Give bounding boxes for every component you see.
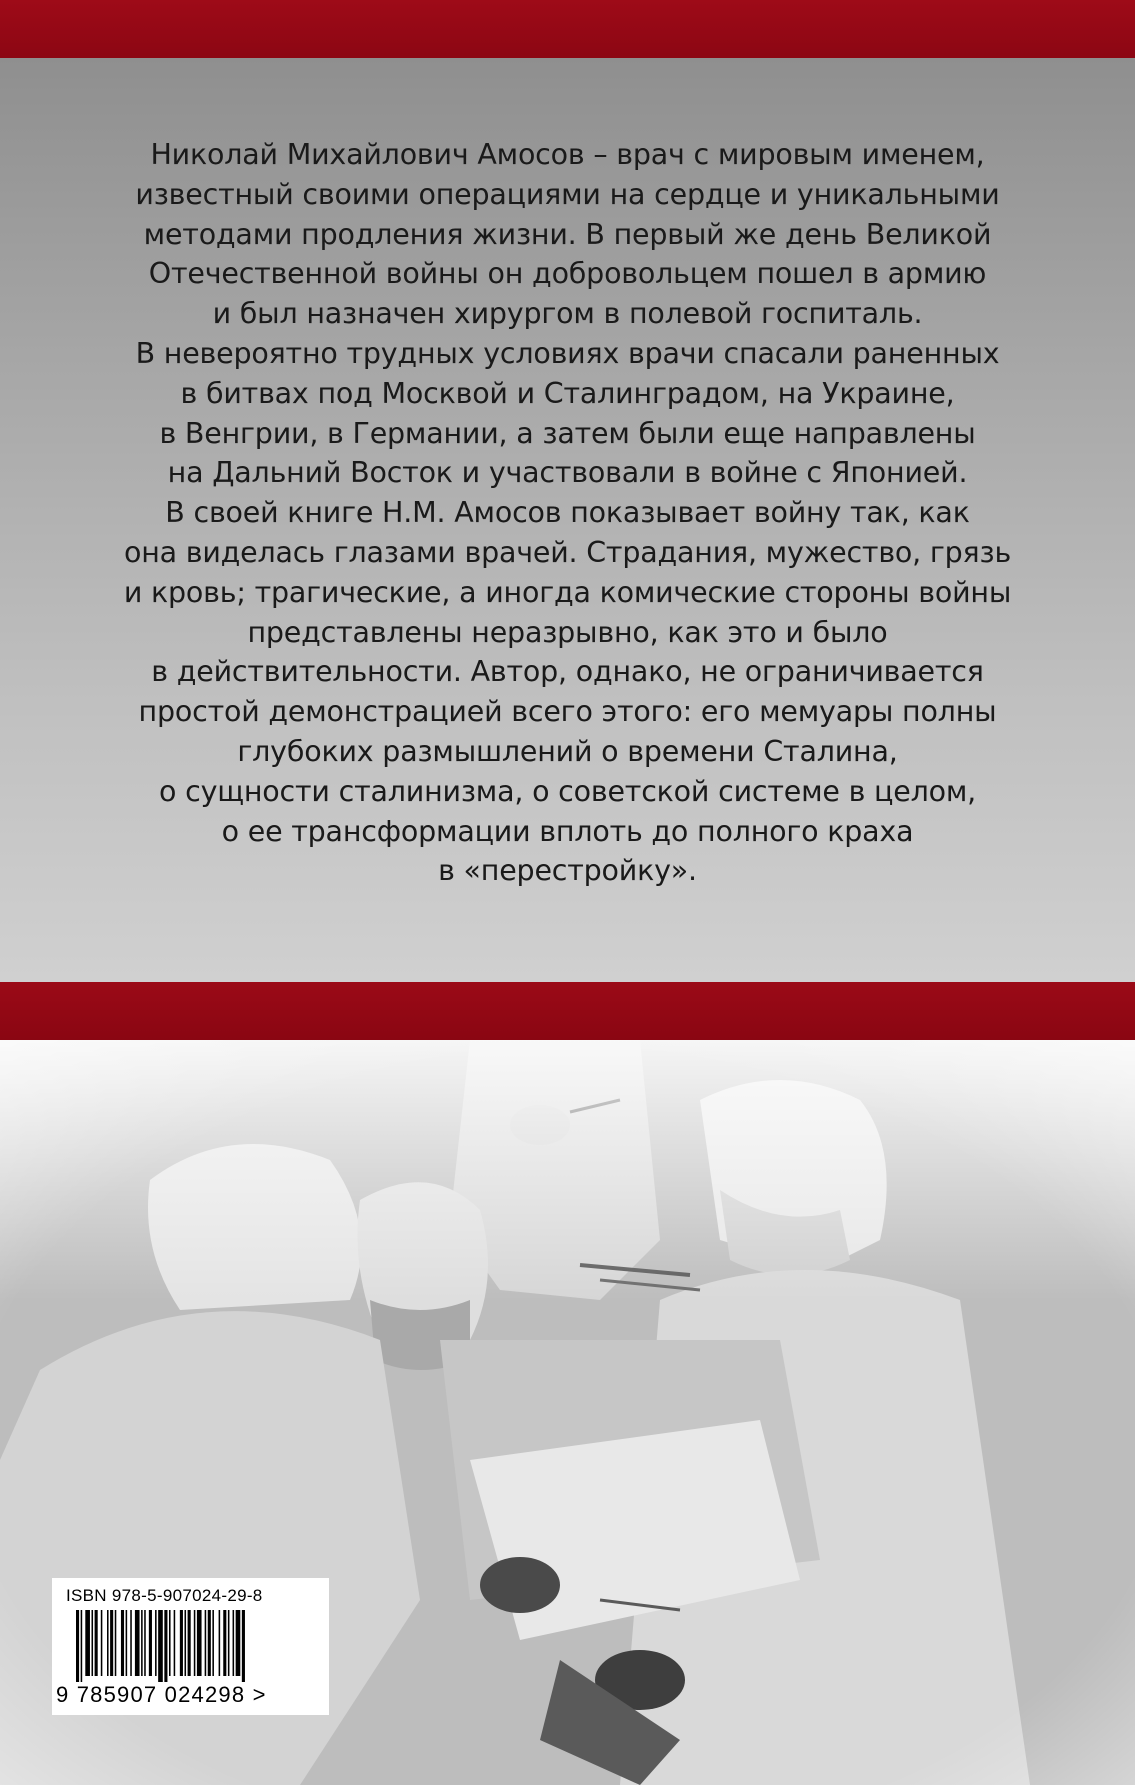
barcode-bar (126, 1610, 128, 1676)
isbn-label: ISBN 978-5-907024-29-8 (66, 1586, 263, 1605)
annotation-line: она виделась глазами врачей. Страдания, мужество, грязь (123, 535, 1012, 569)
top-red-band (0, 0, 1135, 58)
barcode-bar (95, 1610, 98, 1676)
annotation-line: в Венгрии, в Германии, а затем были еще направлены (159, 416, 976, 450)
barcode-bar (155, 1610, 157, 1676)
barcode-bar (174, 1610, 176, 1676)
barcode-bar (205, 1610, 207, 1676)
annotation-line: Николай Михайлович Амосов – врач с мировым именем, (150, 138, 985, 171)
annotation-line: в «перестройку». (438, 854, 697, 888)
barcode-bar (212, 1610, 214, 1676)
annotation-line: на Дальний Восток и участвовали в войне с Японией. (167, 456, 968, 490)
annotation-line: и был назначен хирургом в полевой госпиталь. (212, 297, 923, 331)
barcode-bar (180, 1610, 183, 1676)
annotation-line: и кровь; трагические, а иногда комические стороны войны (123, 575, 1012, 609)
annotation-line: глубоких размышлений о времени Сталина, (237, 734, 898, 768)
barcode-bars (76, 1610, 306, 1682)
barcode-bar (188, 1610, 191, 1676)
annotation-line: методами продления жизни. В первый же день Великой (143, 217, 992, 251)
annotation-line: представлены неразрывно, как это и было (247, 615, 888, 649)
annotation-line: в битвах под Москвой и Сталинградом, на Украине, (180, 376, 955, 410)
barcode-bar (223, 1610, 226, 1676)
barcode-bar (144, 1610, 146, 1676)
barcode-digits: 9 785907 024298 > (56, 1682, 267, 1707)
barcode-bar (115, 1610, 117, 1676)
barcode-bar (236, 1610, 241, 1676)
barcode-bar (197, 1610, 202, 1676)
barcode-bar (233, 1610, 235, 1676)
barcode-bar (110, 1610, 113, 1676)
annotation-line: о сущности сталинизма, о советской системе в целом, (159, 774, 976, 808)
barcode-bar (130, 1610, 132, 1676)
barcode-bar (135, 1610, 140, 1676)
barcode-bar (81, 1610, 83, 1682)
barcode-bar (141, 1610, 143, 1676)
barcode-bar (92, 1610, 94, 1676)
barcode-bar (107, 1610, 109, 1676)
annotation-line: в действительности. Автор, однако, не ограничивается (151, 655, 984, 689)
annotation-line: В невероятно трудных условиях врачи спасали раненных (135, 336, 1000, 370)
barcode-bar (185, 1610, 187, 1676)
annotation-line: известный своими операциями на сердце и уникальными (135, 177, 1000, 211)
annotation-line: простой демонстрацией всего этого: его мемуары полны (138, 695, 997, 729)
book-annotation (100, 135, 1035, 891)
barcode-bar (149, 1610, 152, 1676)
barcode-bar (101, 1610, 103, 1676)
annotation-panel (0, 58, 1135, 982)
barcode-bar (121, 1610, 124, 1676)
barcode-bar (164, 1610, 167, 1682)
barcode-bar (208, 1610, 211, 1676)
barcode-bar (76, 1610, 79, 1682)
barcode-bar (169, 1610, 171, 1676)
barcode-bar (242, 1610, 245, 1682)
annotation-line: о ее трансформации вплоть до полного краха (221, 814, 914, 848)
barcode-bar (194, 1610, 196, 1676)
middle-red-band (0, 982, 1135, 1040)
barcode-bar (158, 1610, 163, 1682)
barcode-bar (85, 1610, 90, 1676)
isbn-barcode (52, 1578, 329, 1715)
barcode-bar (228, 1610, 230, 1676)
annotation-line: Отечественной войны он добровольцем пошел в армию (148, 257, 987, 291)
annotation-line: В своей книге Н.М. Амосов показывает войну так, как (165, 496, 970, 530)
barcode-bar (219, 1610, 221, 1676)
